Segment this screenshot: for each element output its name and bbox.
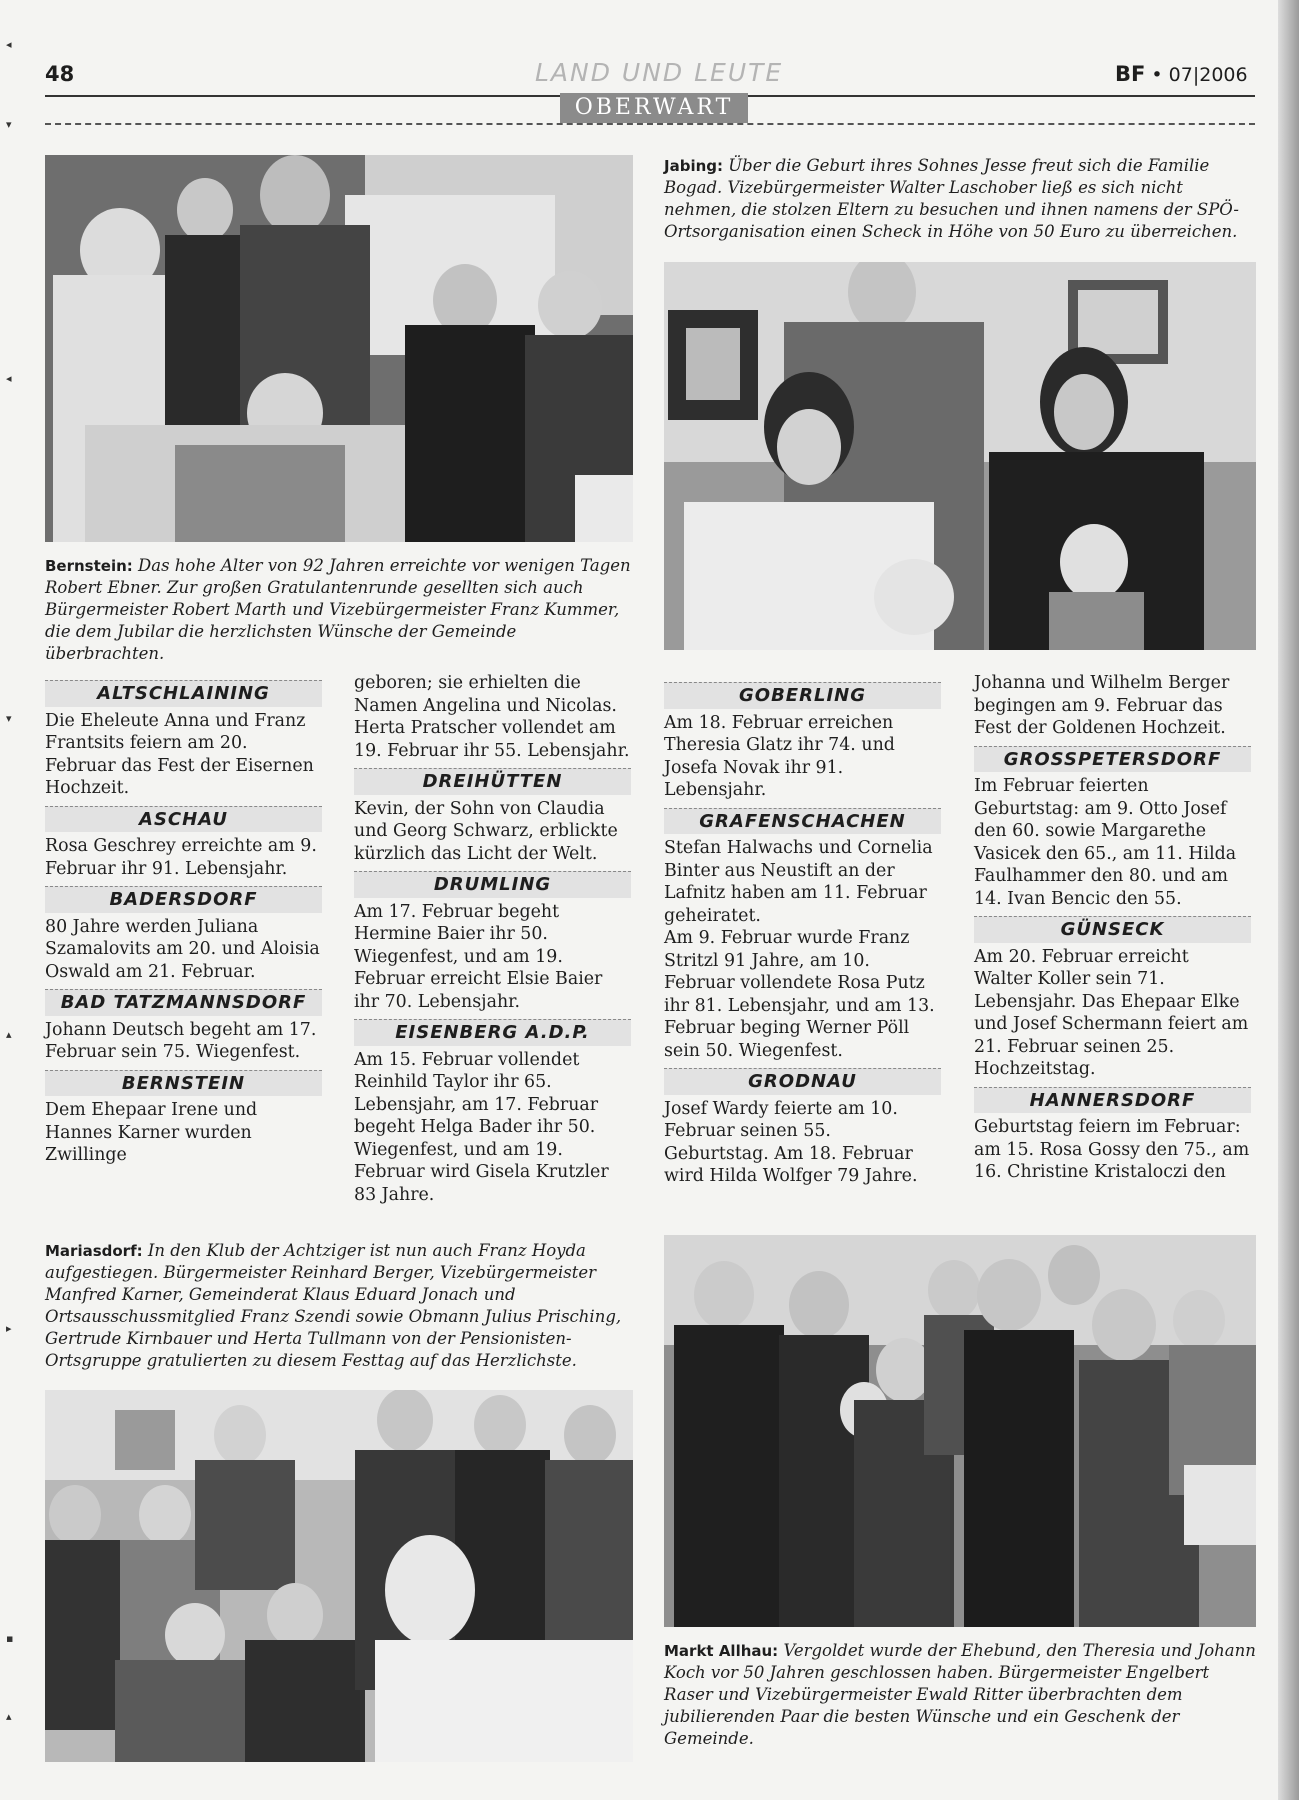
section-text-goldene-hochzeit: Johanna und Wilhelm Berger begingen am 9. Februar das Fest der Goldenen Hochzeit. bbox=[974, 673, 1230, 738]
section-head-drumling: DRUMLING bbox=[354, 871, 631, 898]
section-head-eisenberg: EISENBERG A.D.P. bbox=[354, 1019, 631, 1046]
section-head-grosspetersdorf: GROSSPETERSDORF bbox=[974, 746, 1251, 773]
section-text-altschlaining: Die Eheleute Anna und Franz Frantsits feiern am 20. Februar das Fest der Eisernen Hochzeit. bbox=[45, 710, 314, 798]
section-text-guenseck: Am 20. Februar erreicht Walter Koller sein 71. Lebensjahr. Das Ehepaar Elke und Josef Schermann feiert am 21. Februar seinen 25. Hochzeitstag. bbox=[974, 946, 1249, 1079]
caption-text: Das hohe Alter von 92 Jahren erreichte vor wenigen Tagen Robert Ebner. Zur großen Gratulantenrunde gesellten sich auch Bürgermeister Robert Marth und Vizebürgermeister Franz Kummer, die dem Jubilar die herzlichsten Wünsche der Gemeinde überbrachten. bbox=[45, 556, 631, 663]
scan-mark: ▾ bbox=[6, 118, 12, 131]
section-text-bernstein: Dem Ehepaar Irene und Hannes Karner wurden Zwillinge bbox=[45, 1100, 258, 1165]
section-text-dreihuetten: Kevin, der Sohn von Claudia und Georg Schwarz, erblickte kürzlich das Licht der Welt. bbox=[354, 798, 618, 864]
caption-place: Bernstein: bbox=[45, 557, 133, 575]
column-1 bbox=[45, 680, 322, 1167]
section-head-grafenschachen: GRAFENSCHACHEN bbox=[664, 808, 941, 835]
scan-mark: ▴ bbox=[6, 1028, 12, 1041]
section-head-bad-tatzmannsdorf: BAD TATZMANNSDORF bbox=[45, 989, 322, 1016]
scan-mark: ◂ bbox=[6, 372, 12, 385]
caption-markt-allhau bbox=[664, 1640, 1259, 1750]
section-text-bernstein-continued: geboren; sie erhielten die Namen Angelina und Nicolas. Herta Pratscher vollendet am 19. Februar ihr 55. Lebensjahr. bbox=[354, 673, 630, 761]
publication-name: BF bbox=[1115, 62, 1146, 86]
section-head-guenseck: GÜNSECK bbox=[974, 916, 1251, 943]
caption-place: Jabing: bbox=[664, 157, 723, 175]
scan-mark: ▪ bbox=[6, 1632, 14, 1645]
caption-text: In den Klub der Achtziger ist nun auch Franz Hoyda aufgestiegen. Bürgermeister Reinhard Berger, Vizebürgermeister Manfred Karner, Gemeinderat Klaus Eduard Jonach und Ortsausschussmitglied Franz Szendi sowie Obmann Julius Prisching, Gertrude Kirnbauer und Herta Tullmann von der Pensionisten-Ortsgruppe gratulierten zu diesem Festtag auf das Herzlichste. bbox=[45, 1241, 622, 1370]
caption-text: Über die Geburt ihres Sohnes Jesse freut sich die Familie Bogad. Vizebürgermeister Walter Laschober ließ es sich nicht nehmen, die stolzen Eltern zu besuchen und ihnen namens der SPÖ-Ortsorganisation einen Scheck in Höhe von 50 Euro zu überreichen. bbox=[664, 156, 1240, 241]
section-text-aschau: Rosa Geschrey erreichte am 9. Februar ihr 91. Lebensjahr. bbox=[45, 836, 317, 879]
header-dash-rule bbox=[45, 123, 1255, 125]
section-text-grafenschachen: Stefan Halwachs und Cornelia Binter aus Neustift an der Lafnitz haben am 11. Februar geheiratet. bbox=[664, 838, 933, 926]
section-head-aschau: ASCHAU bbox=[45, 806, 322, 833]
column-2 bbox=[354, 672, 631, 1206]
caption-mariasdorf bbox=[45, 1240, 635, 1372]
section-head-hannersdorf: HANNERSDORF bbox=[974, 1087, 1251, 1114]
caption-text: Vergoldet wurde der Ehebund, den Theresia und Johann Koch vor 50 Jahren geschlossen haben. Bürgermeister Engelbert Raser und Vizebürgermeister Ewald Ritter überbrachten dem jubilierenden Paar die besten Wünsche und ein Geschenk der Gemeinde. bbox=[664, 1641, 1256, 1748]
scan-edge-shadow bbox=[1278, 0, 1299, 1800]
section-text-grafenschachen-2: Am 9. Februar wurde Franz Stritzl 91 Jahre, am 10. Februar vollendete Rosa Putz ihr 81. Lebensjahr, und am 13. Februar beging Werner Pöll sein 50. Wiegenfest. bbox=[664, 928, 935, 1061]
region-banner: OBERWART bbox=[560, 93, 748, 123]
caption-place: Markt Allhau: bbox=[664, 1642, 779, 1660]
section-head-dreihuetten: DREIHÜTTEN bbox=[354, 768, 631, 795]
column-3 bbox=[664, 682, 941, 1188]
photo-bernstein bbox=[45, 155, 633, 542]
caption-jabing bbox=[664, 155, 1254, 243]
caption-place: Mariasdorf: bbox=[45, 1242, 143, 1260]
photo-jabing bbox=[664, 262, 1256, 650]
page-number: 48 bbox=[45, 62, 75, 86]
section-head-grodnau: GRODNAU bbox=[664, 1068, 941, 1095]
section-text-grosspetersdorf: Im Februar feierten Geburtstag: am 9. Otto Josef den 60. sowie Margarethe Vasicek den 65., am 11. Hilda Faulhammer den 80. und am 14. Ivan Bencic den 55. bbox=[974, 776, 1237, 909]
scan-mark: ◂ bbox=[6, 38, 12, 51]
section-text-badersdorf: 80 Jahre werden Juliana Szamalovits am 20. und Aloisia Oswald am 21. Februar. bbox=[45, 916, 320, 982]
issue-info bbox=[1115, 62, 1248, 86]
section-head-goberling: GOBERLING bbox=[664, 682, 941, 709]
scan-mark: ▸ bbox=[6, 1322, 12, 1335]
section-text-hannersdorf: Geburtstag feiern im Februar: am 15. Rosa Gossy den 75., am 16. Christine Kristaloczi den bbox=[974, 1117, 1250, 1182]
issue-number: • 07|2006 bbox=[1151, 64, 1248, 86]
section-text-drumling: Am 17. Februar begeht Hermine Baier ihr 50. Wiegenfest, und am 19. Februar erreicht Elsie Baier ihr 70. Lebensjahr. bbox=[354, 901, 603, 1012]
column-4 bbox=[974, 672, 1251, 1184]
section-head-altschlaining: ALTSCHLAINING bbox=[45, 680, 322, 707]
scan-mark: ▾ bbox=[6, 712, 12, 725]
section-kicker: LAND UND LEUTE bbox=[535, 58, 784, 87]
section-text-grodnau: Josef Wardy feierte am 10. Februar seinen 55. Geburtstag. Am 18. Februar wird Hilda Wolfger 79 Jahre. bbox=[664, 1098, 918, 1186]
section-head-bernstein: BERNSTEIN bbox=[45, 1070, 322, 1097]
scan-mark: ▴ bbox=[6, 1710, 12, 1723]
caption-bernstein bbox=[45, 555, 635, 665]
photo-mariasdorf bbox=[45, 1390, 633, 1762]
section-head-badersdorf: BADERSDORF bbox=[45, 886, 322, 913]
section-text-goberling: Am 18. Februar erreichen Theresia Glatz ihr 74. und Josefa Novak ihr 91. Lebensjahr. bbox=[664, 712, 895, 800]
photo-markt-allhau bbox=[664, 1235, 1256, 1627]
section-text-bad-tatzmannsdorf: Johann Deutsch begeht am 17. Februar sein 75. Wiegenfest. bbox=[45, 1019, 317, 1062]
section-text-eisenberg: Am 15. Februar vollendet Reinhild Taylor ihr 65. Lebensjahr, am 17. Februar begeht Helga Bader ihr 50. Wiegenfest, und am 19. Februar wird Gisela Krutzler 83 Jahre. bbox=[354, 1049, 609, 1205]
